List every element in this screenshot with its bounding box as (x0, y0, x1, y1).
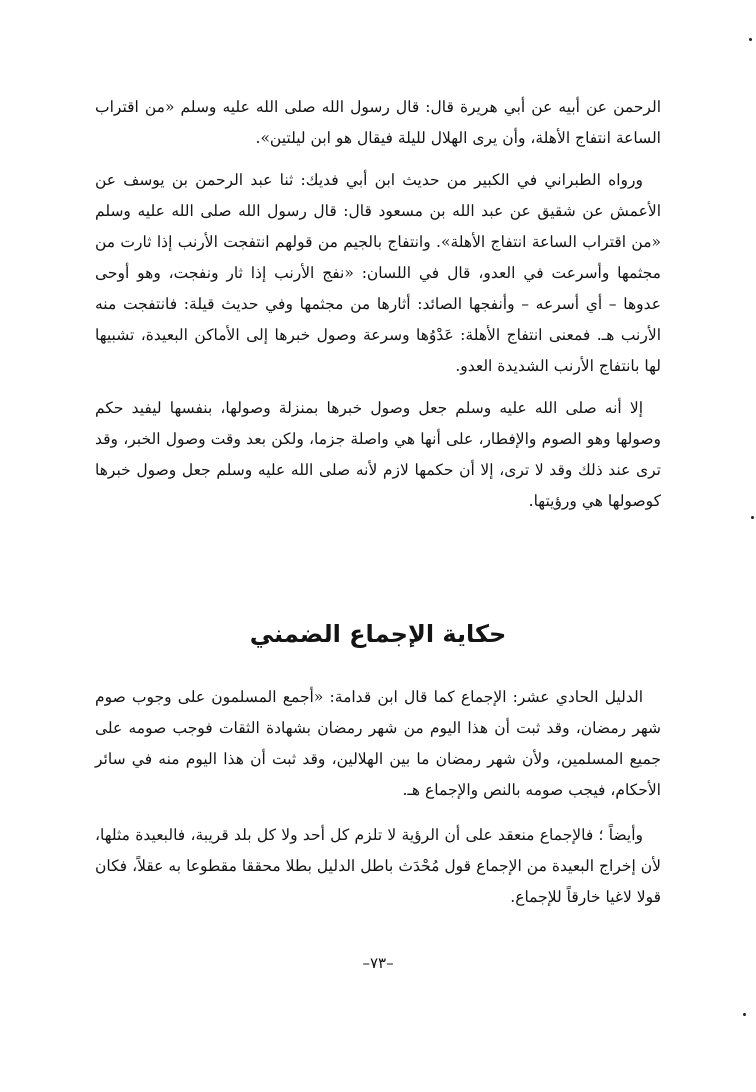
paragraph-4: الدليل الحادي عشر: الإجماع كما قال ابن قدامة: «أجمع المسلمون على وجوب صوم شهر رمضان، وقد ثبت أن هذا اليوم من شهر رمضان بشهادة الثقات فوجب صومه على جميع المسلمين، ولأن شهر رمضان ما بين الهلالين، وقد ثبت أن هذا اليوم منه في سائر الأحكام، فيجب صومه بالنص والإجماع هـ. (95, 688, 661, 799)
section-heading: حكاية الإجماع الضمني (249, 620, 507, 648)
page-body (95, 92, 661, 972)
paragraph-3: إلا أنه صلى الله عليه وسلم جعل وصول خبرها بمنزلة وصولها، بنفسها ليفيد حكم وصولها وهو الصوم والإفطار، على أنها هي واصلة جزما، ولكن بعد وقت وصول الخبر، وقد ترى عند ذلك وقد لا ترى، إلا أن حكمها لازم لأنه صلى الله عليه وسلم جعل وصول خبرها كوصولها هي ورؤيتها. (95, 399, 661, 510)
scan-speck (751, 516, 754, 519)
paragraph-2: ورواه الطبراني في الكبير من حديث ابن أبي فديك: ثنا عبد الرحمن بن يوسف عن الأعمش عن شقيق عن عبد الله بن مسعود قال: قال رسول الله صلى الله عليه وسلم «من اقتراب الساعة انتفاج الأهلة». وانتفاج بالجيم من قولهم انتفجت الأرنب إذا ثارت من مجثمها وأسرعت في العدو، قال في اللسان: «نفج الأرنب إذا ثار ونفجت، وهو أوحى عدوها – أي أسرعه – وأنفجها الصائد: أثارها من مجثمها وفي حديث قيلة: فانتفجت منه الأرنب هـ. فمعنى انتفاج الأهلة: عَدْوُها وسرعة وصول خبرها إلى الأماكن البعيدة، تشبيها لها بانتفاج الأرنب الشديدة العدو. (95, 171, 661, 375)
scan-speck (749, 38, 752, 41)
paragraph-1: الرحمن عن أبيه عن أبي هريرة قال: قال رسول الله صلى الله عليه وسلم «من اقتراب الساعة انتفاج الأهلة، وأن يرى الهلال لليلة فيقال هو ابن ليلتين». (95, 98, 661, 147)
scan-speck (743, 1013, 746, 1016)
paragraph-5: وأيضاً ؛ فالإجماع منعقد على أن الرؤية لا تلزم كل أحد ولا كل بلد قريبة، فالبعيدة مثلها، لأن إخراج البعيدة من الإجماع قول مُحْدَث باطل الدليل بطلا محققا مقطوعا به عقلاً، فكان قولا لاغيا خارقاً للإجماع. (95, 826, 661, 906)
page-number: –٧٣– (362, 954, 394, 972)
